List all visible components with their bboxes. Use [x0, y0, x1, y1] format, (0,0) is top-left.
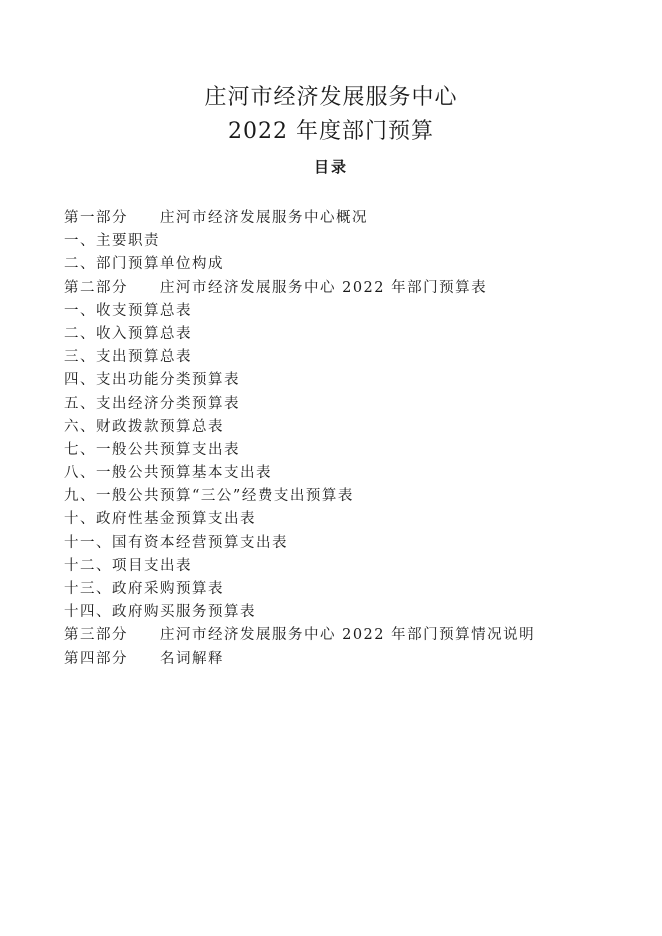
toc-item [64, 462, 535, 485]
toc-item [64, 323, 535, 346]
toc-heading: 目录 [313, 158, 348, 176]
toc-item [64, 532, 535, 555]
toc-part-label: 第三部分 [64, 627, 128, 644]
toc-item [64, 578, 535, 601]
toc-item-text: 五、支出经济分类预算表 [64, 395, 240, 412]
toc-item [64, 253, 535, 276]
document-subtitle: 2022 年度部门预算 [228, 119, 434, 144]
toc-item [64, 601, 535, 624]
toc-part-label: 第二部分 [64, 279, 128, 296]
toc-item-text: 十二、项目支出表 [64, 557, 192, 574]
toc-item-text: 十、政府性基金预算支出表 [64, 511, 256, 528]
toc-item [64, 346, 535, 369]
table-of-contents [64, 207, 535, 671]
toc-item-text: 庄河市经济发展服务中心概况 [160, 210, 368, 226]
toc-part-label: 第一部分 [64, 210, 128, 226]
toc-item-text: 三、支出预算总表 [64, 349, 192, 366]
toc-item-text: 二、收入预算总表 [64, 325, 192, 342]
toc-item [64, 230, 535, 253]
toc-item-text: 七、一般公共预算支出表 [64, 441, 240, 458]
toc-item-text: 八、一般公共预算基本支出表 [64, 465, 272, 482]
toc-item-text: 四、支出功能分类预算表 [64, 372, 240, 389]
document-title: 庄河市经济发展服务中心 [204, 85, 458, 110]
toc-item [64, 300, 535, 323]
toc-item-text: 六、财政拨款预算总表 [64, 418, 224, 435]
toc-item [64, 555, 535, 578]
toc-item-text: 二、部门预算单位构成 [64, 256, 224, 273]
toc-item-text: 九、一般公共预算“三公”经费支出预算表 [64, 488, 354, 505]
toc-item [64, 369, 535, 392]
toc-item-text: 一、主要职责 [64, 233, 160, 250]
toc-item-text: 十三、政府采购预算表 [64, 581, 224, 597]
toc-item-text: 十四、政府购买服务预算表 [64, 604, 256, 621]
toc-item [64, 207, 535, 230]
toc-item [64, 416, 535, 439]
toc-item-text: 庄河市经济发展服务中心 2022 年部门预算情况说明 [160, 627, 536, 644]
toc-item-text: 一、收支预算总表 [64, 302, 192, 319]
toc-item-text: 名词解释 [160, 650, 224, 667]
toc-item-text: 十一、国有资本经营预算支出表 [64, 534, 288, 551]
toc-item [64, 277, 535, 300]
toc-item [64, 624, 535, 647]
toc-item [64, 485, 535, 508]
toc-item [64, 393, 535, 416]
toc-part-label: 第四部分 [64, 650, 128, 667]
toc-item-text: 庄河市经济发展服务中心 2022 年部门预算表 [160, 279, 488, 296]
toc-item [64, 508, 535, 531]
toc-item [64, 439, 535, 462]
toc-item [64, 648, 535, 671]
